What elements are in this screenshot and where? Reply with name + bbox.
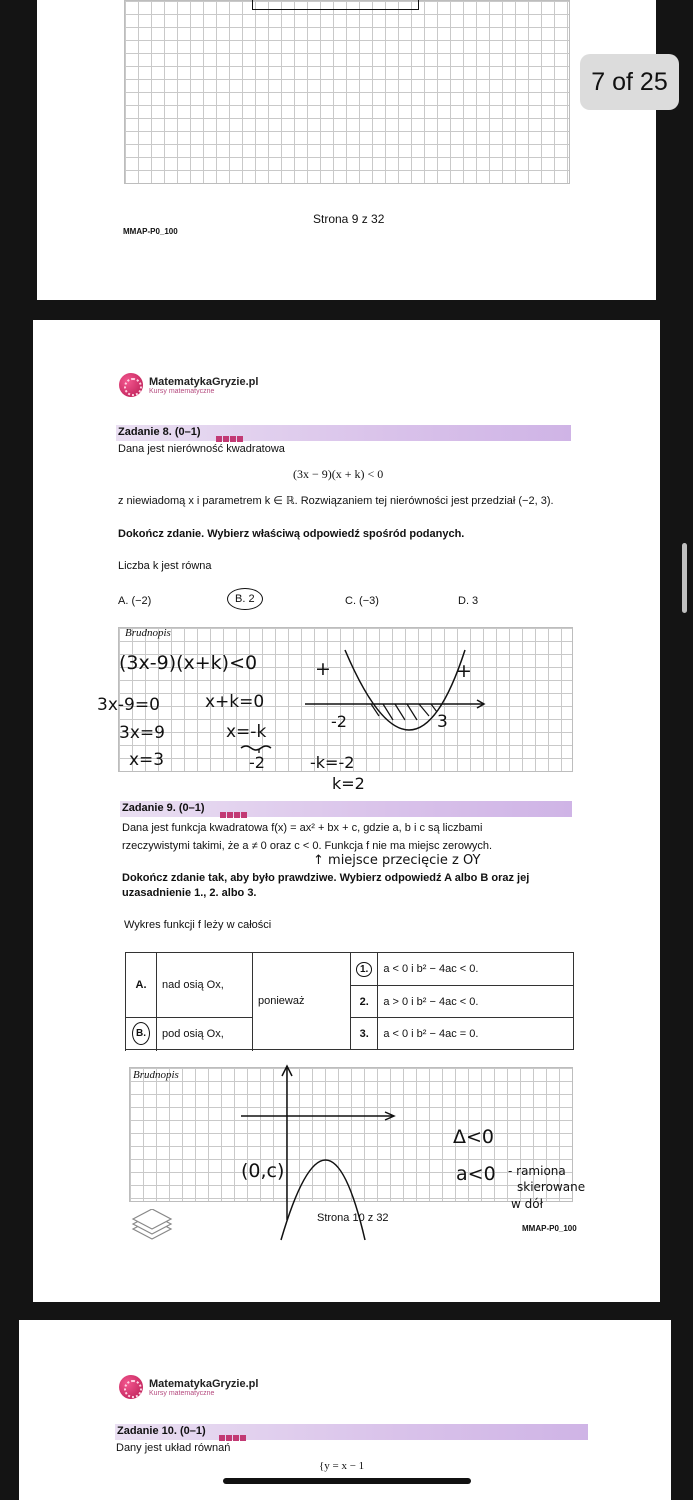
option-a[interactable]: A. (−2)	[118, 595, 152, 607]
hand-line-1: (3x-9)(x+k)<0	[119, 652, 258, 674]
difficulty-icon	[219, 1428, 251, 1436]
page-code: MMAP-P0_100	[123, 227, 178, 236]
because-cell: ponieważ	[253, 953, 351, 1050]
difficulty-icon	[220, 805, 252, 813]
task10-equation-1: {y = x − 1	[319, 1460, 365, 1472]
hand-delta: Δ<0	[453, 1126, 495, 1148]
hand-3x-9: 3x-9=0	[97, 695, 160, 715]
reason-1-circle: 1.	[356, 962, 372, 977]
page-code: MMAP-P0_100	[522, 1224, 577, 1233]
option-d[interactable]: D. 3	[458, 595, 479, 607]
hand-k-eq-2: k=2	[332, 774, 365, 793]
reason-3-text[interactable]: a < 0 i b² − 4ac = 0.	[378, 1018, 574, 1050]
hand-minus-2: -2	[249, 753, 265, 772]
brand-tagline: Kursy matematyczne	[149, 1389, 215, 1397]
hand-x-eq-3: x=3	[129, 750, 165, 770]
task10-title: Zadanie 10. (0–1)	[117, 1425, 206, 1437]
reason-1-num[interactable]	[351, 953, 378, 986]
brand-logo	[119, 373, 258, 397]
hand-3x-eq-9: 3x=9	[119, 723, 165, 743]
task8-title: Zadanie 8. (0–1)	[118, 426, 201, 438]
reason-2-text[interactable]: a > 0 i b² − 4ac < 0.	[378, 986, 574, 1018]
page-11	[19, 1320, 671, 1500]
task9-instruction-1: Dokończ zdanie tak, aby było prawdziwe. Wybierz odpowiedź A albo B oraz jej	[122, 872, 530, 884]
hand-note-2: skierowane	[517, 1180, 586, 1194]
option-b-circle: B. 2	[227, 588, 263, 610]
hand-x-eq-minus-k: x=-k	[226, 722, 267, 742]
layers-icon	[129, 1209, 175, 1243]
hand-minus-k: -k=-2	[310, 753, 355, 772]
page-number: Strona 10 z 32	[317, 1212, 389, 1224]
hand-underline	[239, 742, 279, 754]
task10-intro: Dany jest układ równań	[116, 1442, 231, 1454]
option-b-letter[interactable]	[126, 1018, 157, 1050]
task9-header	[120, 801, 572, 817]
option-c[interactable]: C. (−3)	[345, 595, 379, 607]
task9-hand-note: ↑ miejsce przecięcie z OY	[313, 853, 481, 868]
option-a-text[interactable]: nad osią Ox,	[157, 953, 253, 1018]
hand-note-1: - ramiona	[508, 1164, 566, 1178]
brand-logo	[119, 1375, 258, 1399]
reason-2-num[interactable]: 2.	[351, 986, 378, 1018]
brand-name: MatematykaGryzie.pl	[149, 1377, 259, 1390]
task8-inequality: (3x − 9)(x + k) < 0	[293, 467, 384, 481]
page-number: Strona 9 z 32	[313, 212, 385, 226]
brand-name: MatematykaGryzie.pl	[149, 375, 259, 388]
task9-prompt: Wykres funkcji f leży w całości	[124, 919, 272, 931]
hand-point-0c: (0,c)	[241, 1160, 285, 1182]
hand-plus-right: +	[456, 660, 472, 682]
option-b[interactable]	[227, 588, 263, 610]
option-b-circle: B.	[132, 1022, 150, 1045]
task9-instruction-2: uzasadnienie 1., 2. albo 3.	[122, 887, 257, 899]
hand-note-3: w dół	[511, 1197, 543, 1211]
hand-a-lt-0: a<0	[456, 1163, 496, 1185]
scrollbar-thumb[interactable]	[682, 543, 687, 613]
task8-scratch-label: Brudnopis	[125, 627, 171, 639]
task9-title: Zadanie 9. (0–1)	[122, 802, 205, 814]
page-indicator: 7 of 25	[580, 54, 679, 110]
task9-scratch-label: Brudnopis	[133, 1069, 179, 1081]
task8-parabola-sketch	[293, 640, 493, 750]
brain-icon	[119, 1375, 143, 1399]
task9-line-2: rzeczywistymi takimi, że a ≠ 0 oraz c < 0. Funkcja f nie ma miejsc zerowych.	[122, 840, 493, 852]
home-indicator[interactable]	[223, 1478, 471, 1484]
hand-x-plus-k: x+k=0	[205, 692, 265, 712]
page-9	[37, 0, 656, 300]
option-a-letter[interactable]: A.	[126, 953, 157, 1018]
hand-root-3: 3	[437, 712, 448, 732]
task8-intro: Dana jest nierówność kwadratowa	[118, 443, 285, 455]
brand-tagline: Kursy matematyczne	[149, 387, 215, 395]
task9-line-1: Dana jest funkcja kwadratowa f(x) = ax² + bx + c, gdzie a, b i c są liczbami	[122, 822, 483, 834]
task10-header	[115, 1424, 588, 1440]
task8-condition: z niewiadomą x i parametrem k ∈ ℝ. Rozwiązaniem tej nierówności jest przedział (−2, 3).	[118, 495, 554, 507]
task9-answer-table	[125, 952, 574, 1050]
page-10	[33, 320, 660, 1302]
task8-prompt: Liczba k jest równa	[118, 560, 212, 572]
hand-root-minus-2: -2	[331, 712, 347, 731]
option-b-text[interactable]: pod osią Ox,	[157, 1018, 253, 1050]
scratch-box-remnant	[252, 0, 419, 10]
difficulty-icon	[216, 429, 248, 437]
scratch-grid	[124, 0, 570, 184]
reason-3-num[interactable]: 3.	[351, 1018, 378, 1050]
brain-icon	[119, 373, 143, 397]
task8-header	[116, 425, 571, 441]
reason-1-text[interactable]: a < 0 i b² − 4ac < 0.	[378, 953, 574, 986]
task8-instruction: Dokończ zdanie. Wybierz właściwą odpowiedź spośród podanych.	[118, 528, 465, 540]
hand-plus-left: +	[315, 658, 331, 680]
